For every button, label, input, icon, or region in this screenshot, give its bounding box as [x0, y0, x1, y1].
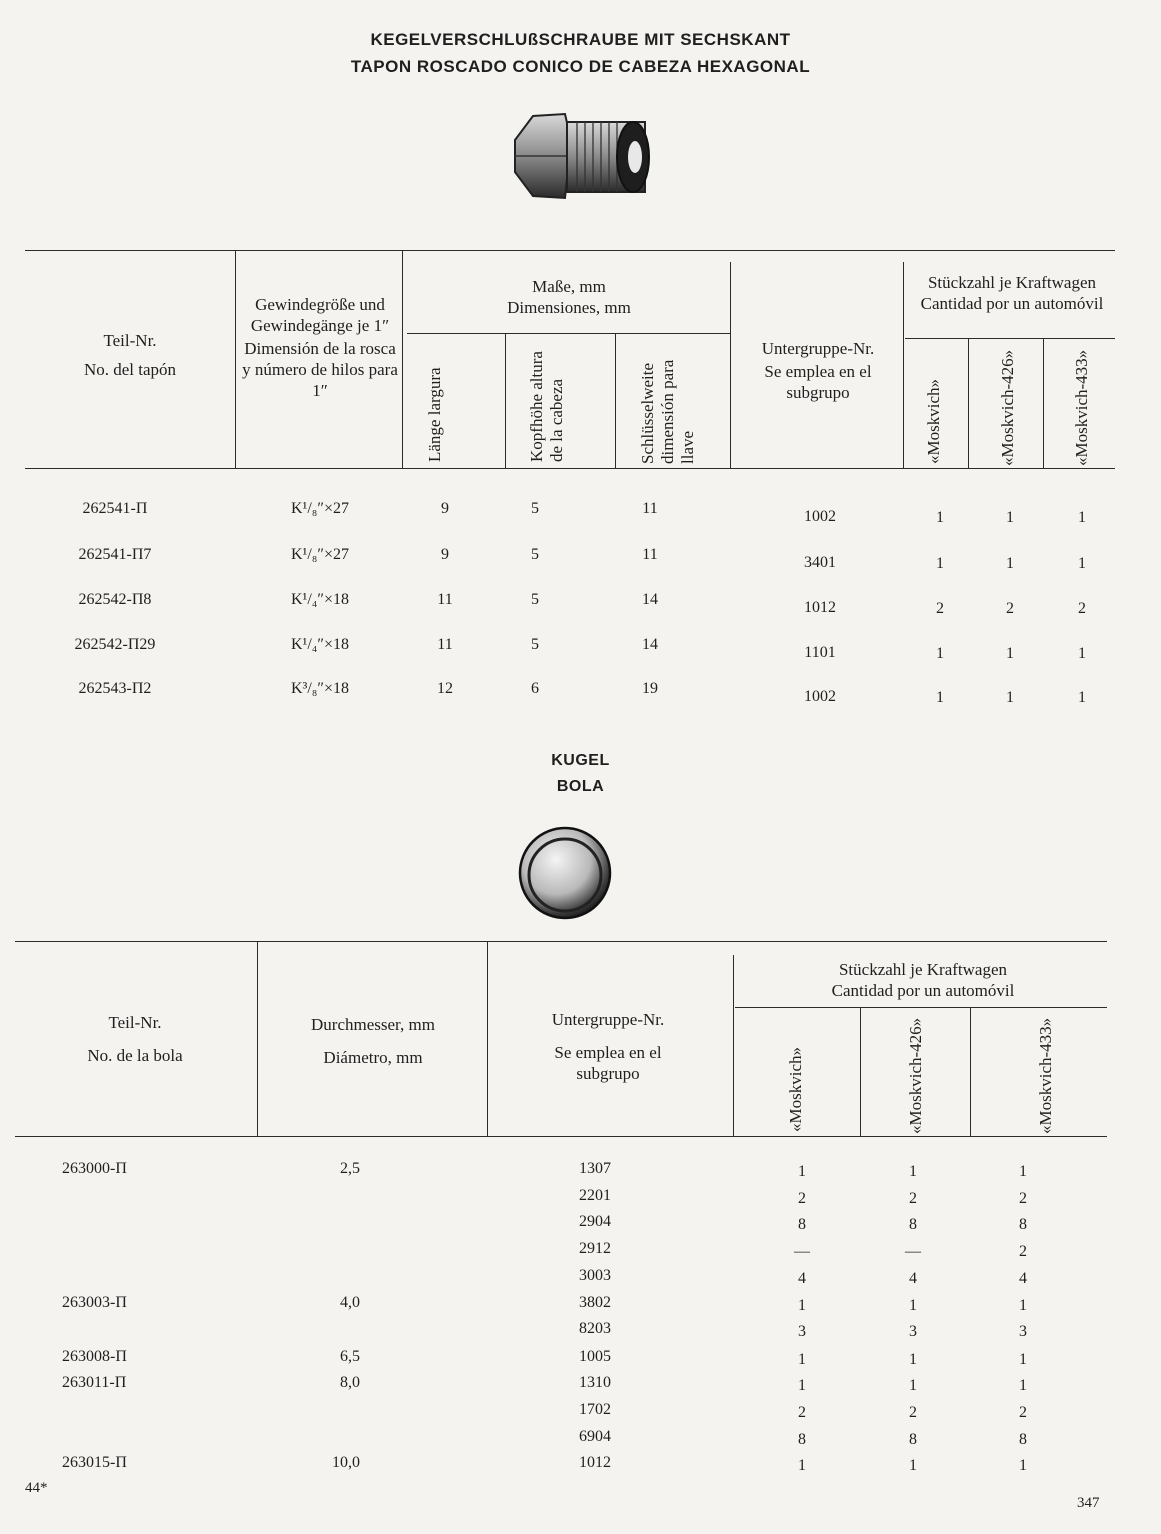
- table2-header-rule: [15, 1136, 1107, 1137]
- hex-plug-illustration: [505, 100, 665, 220]
- cell-moskvich-426: 1: [909, 1163, 917, 1180]
- header-teil-es: No. del tapón: [83, 360, 177, 379]
- cell-gewinde: K¹/₈″×27: [290, 546, 350, 563]
- cell-moskvich: 1: [798, 1297, 806, 1314]
- table1-header-untergruppe: [735, 338, 901, 403]
- ball-illustration: [515, 823, 615, 923]
- cell-moskvich-426: 1: [909, 1377, 917, 1394]
- cell-moskvich-426: 1: [1006, 645, 1014, 662]
- cell-untergruppe: 2904: [579, 1213, 611, 1230]
- cell-untergruppe: 1002: [804, 508, 836, 525]
- cell-kopfhoehe: 5: [531, 591, 539, 608]
- cell-laenge: 9: [441, 546, 449, 563]
- cell-teil-nr: 262542-П8: [78, 591, 152, 608]
- table2-divider: [970, 1007, 971, 1136]
- cell-moskvich: 8: [798, 1431, 806, 1448]
- cell-moskvich: 4: [798, 1270, 806, 1287]
- header-untergruppe-de: Untergruppe-Nr.: [761, 339, 875, 358]
- table1-masse-subrule: [407, 333, 730, 334]
- cell-untergruppe: 1310: [579, 1374, 611, 1391]
- cell-teil-nr: 263000-П: [62, 1160, 127, 1177]
- cell-gewinde: K¹/₄″×18: [290, 636, 350, 653]
- cell-moskvich-433: 1: [1019, 1377, 1027, 1394]
- cell-untergruppe: 3401: [804, 554, 836, 571]
- cell-durchmesser: 8,0: [340, 1374, 360, 1391]
- cell-moskvich-426: 2: [909, 1190, 917, 1207]
- cell-durchmesser: 6,5: [340, 1348, 360, 1365]
- table1-stueck-subrule: [905, 338, 1115, 339]
- cell-untergruppe: 6904: [579, 1428, 611, 1445]
- table2-stueck-subrule: [735, 1007, 1107, 1008]
- table1-divider: [505, 333, 506, 468]
- cell-moskvich-426: 1: [1006, 555, 1014, 572]
- table1-divider: [968, 338, 969, 468]
- cell-untergruppe: 2912: [579, 1240, 611, 1257]
- table1-divider: [402, 250, 403, 468]
- cell-moskvich-433: 1: [1019, 1297, 1027, 1314]
- header-durchmesser-es: Diámetro, mm: [323, 1048, 423, 1067]
- header-untergruppe-es: Se emplea en el subgrupo: [554, 1043, 662, 1083]
- cell-gewinde: K¹/₄″×18: [290, 591, 350, 608]
- title-line-1: KEGELVERSCHLUßSCHRAUBE MIT SECHSKANT: [370, 30, 791, 49]
- cell-schluesselweite: 11: [642, 500, 658, 517]
- table2-top-rule: [15, 941, 1107, 942]
- header-moskvich: «Moskvich»: [786, 1047, 805, 1132]
- cell-moskvich-433: 8: [1019, 1216, 1027, 1233]
- table1-header-teil: [30, 330, 230, 380]
- cell-moskvich-433: 2: [1019, 1190, 1027, 1207]
- cell-moskvich-433: 1: [1078, 689, 1086, 706]
- header-moskvich: «Moskvich»: [924, 379, 943, 464]
- table1-header-rule: [25, 468, 1115, 469]
- cell-kopfhoehe: 6: [531, 680, 539, 697]
- header-masse-de: Maße, mm: [532, 277, 606, 296]
- cell-untergruppe: 1012: [804, 599, 836, 616]
- cell-moskvich: 1: [798, 1351, 806, 1368]
- table2-divider: [733, 955, 734, 1136]
- cell-durchmesser: 4,0: [340, 1294, 360, 1311]
- page-number: 347: [1077, 1495, 1100, 1511]
- cell-laenge: 11: [437, 591, 453, 608]
- cell-moskvich: 1: [936, 555, 944, 572]
- cell-moskvich-426: 1: [1006, 689, 1014, 706]
- cell-untergruppe: 1307: [579, 1160, 611, 1177]
- cell-moskvich-426: 1: [909, 1457, 917, 1474]
- cell-moskvich-426: 3: [909, 1323, 917, 1340]
- cell-moskvich-433: 2: [1078, 600, 1086, 617]
- cell-schluesselweite: 14: [642, 591, 658, 608]
- cell-teil-nr: 263003-П: [62, 1294, 127, 1311]
- table1-header-masse: [410, 276, 728, 318]
- cell-moskvich-433: 2: [1019, 1243, 1027, 1260]
- header-gewinde-es: Dimensión de la rosca y número de hilos para 1″: [242, 339, 398, 400]
- table2-header-teil: [30, 1012, 240, 1066]
- table1-divider: [235, 250, 236, 468]
- cell-teil-nr: 262542-П29: [74, 636, 156, 653]
- cell-moskvich: 1: [936, 645, 944, 662]
- table1-top-rule: [25, 250, 1115, 251]
- cell-moskvich-426: —: [905, 1243, 921, 1260]
- header-teil-es: No. de la bola: [87, 1046, 183, 1065]
- cell-moskvich: 3: [798, 1323, 806, 1340]
- cell-untergruppe: 1005: [579, 1348, 611, 1365]
- cell-moskvich-433: 1: [1078, 509, 1086, 526]
- cell-laenge: 11: [437, 636, 453, 653]
- cell-moskvich-433: 3: [1019, 1323, 1027, 1340]
- cell-moskvich: —: [794, 1243, 810, 1260]
- cell-moskvich: 1: [798, 1457, 806, 1474]
- table2-header-stueckzahl: [740, 959, 1106, 1001]
- cell-durchmesser: 10,0: [332, 1454, 360, 1471]
- cell-untergruppe: 3003: [579, 1267, 611, 1284]
- cell-gewinde: K¹/₈″×27: [290, 500, 350, 517]
- cell-teil-nr: 262541-П: [82, 500, 148, 517]
- header-kopfhoehe: Kopfhöhe altura de la cabeza: [527, 351, 566, 462]
- cell-laenge: 9: [441, 500, 449, 517]
- cell-schluesselweite: 11: [642, 546, 658, 563]
- cell-moskvich-433: 1: [1019, 1163, 1027, 1180]
- table1-divider: [730, 262, 731, 468]
- cell-kopfhoehe: 5: [531, 500, 539, 517]
- table1-divider: [615, 333, 616, 468]
- cell-moskvich-426: 8: [909, 1431, 917, 1448]
- table2-header-durchmesser: [262, 1014, 484, 1068]
- table1-divider: [903, 262, 904, 468]
- cell-moskvich: 1: [798, 1377, 806, 1394]
- cell-moskvich-433: 4: [1019, 1270, 1027, 1287]
- cell-teil-nr: 263015-П: [62, 1454, 127, 1471]
- cell-moskvich: 1: [798, 1163, 806, 1180]
- header-moskvich-426: «Moskvich-426»: [998, 349, 1017, 466]
- cell-teil-nr: 263011-П: [62, 1374, 127, 1391]
- cell-moskvich: 1: [936, 689, 944, 706]
- header-teil-de: Teil-Nr.: [108, 1013, 162, 1032]
- cell-moskvich: 8: [798, 1216, 806, 1233]
- table2-header-untergruppe: [522, 1009, 694, 1084]
- cell-gewinde: K³/₈″×18: [290, 680, 350, 697]
- cell-moskvich-426: 1: [1006, 509, 1014, 526]
- header-masse-es: Dimensiones, mm: [507, 298, 631, 317]
- cell-untergruppe: 1002: [804, 688, 836, 705]
- cell-teil-nr: 262543-П2: [78, 680, 152, 697]
- header-laenge: Länge largura: [425, 367, 444, 462]
- cell-moskvich-426: 2: [1006, 600, 1014, 617]
- cell-teil-nr: 262541-П7: [78, 546, 152, 563]
- cell-moskvich-433: 2: [1019, 1404, 1027, 1421]
- cell-durchmesser: 2,5: [340, 1160, 360, 1177]
- cell-moskvich: 2: [798, 1190, 806, 1207]
- header-moskvich-426: «Moskvich-426»: [906, 1017, 925, 1134]
- table2-divider: [860, 1007, 861, 1136]
- header-stueckzahl-es: Cantidad por un automóvil: [920, 294, 1104, 313]
- header-stueckzahl-de: Stückzahl je Kraftwagen: [927, 273, 1097, 292]
- cell-kopfhoehe: 5: [531, 636, 539, 653]
- cell-moskvich-426: 1: [909, 1297, 917, 1314]
- header-schluesselweite: Schlüsselweite dimensión para llave: [638, 359, 697, 464]
- cell-moskvich-433: 8: [1019, 1431, 1027, 1448]
- header-durchmesser-de: Durchmesser, mm: [311, 1015, 435, 1034]
- title-line-2: TAPON ROSCADO CONICO DE CABEZA HEXAGONAL: [350, 57, 811, 76]
- cell-untergruppe: 1012: [579, 1454, 611, 1471]
- header-moskvich-433: «Moskvich-433»: [1036, 1017, 1055, 1134]
- table2-divider: [487, 941, 488, 1136]
- cell-untergruppe: 3802: [579, 1294, 611, 1311]
- header-stueckzahl-es: Cantidad por un automóvil: [831, 981, 1015, 1000]
- cell-untergruppe: 2201: [579, 1187, 611, 1204]
- cell-moskvich-426: 2: [909, 1404, 917, 1421]
- cell-kopfhoehe: 5: [531, 546, 539, 563]
- header-untergruppe-de: Untergruppe-Nr.: [551, 1010, 665, 1029]
- table2-divider: [257, 941, 258, 1136]
- cell-moskvich-433: 1: [1078, 555, 1086, 572]
- table1-header-gewinde: [240, 294, 400, 401]
- cell-moskvich-426: 4: [909, 1270, 917, 1287]
- cell-laenge: 12: [437, 680, 453, 697]
- cell-untergruppe: 8203: [579, 1320, 611, 1337]
- cell-schluesselweite: 19: [642, 680, 658, 697]
- header-untergruppe-es: Se emplea en el subgrupo: [764, 362, 872, 402]
- header-gewinde-de: Gewindegröße und Gewindegänge je 1″: [250, 295, 390, 335]
- cell-moskvich-426: 8: [909, 1216, 917, 1233]
- cell-moskvich: 2: [936, 600, 944, 617]
- header-teil-de: Teil-Nr.: [103, 331, 157, 350]
- cell-moskvich-433: 1: [1078, 645, 1086, 662]
- cell-moskvich: 1: [936, 509, 944, 526]
- cell-schluesselweite: 14: [642, 636, 658, 653]
- cell-moskvich-433: 1: [1019, 1351, 1027, 1368]
- cell-untergruppe: 1101: [804, 644, 836, 661]
- table1-header-stueckzahl: [905, 272, 1119, 314]
- cell-moskvich-426: 1: [909, 1351, 917, 1368]
- footer-left-mark: 44*: [25, 1480, 48, 1496]
- cell-teil-nr: 263008-П: [62, 1348, 127, 1365]
- header-stueckzahl-de: Stückzahl je Kraftwagen: [838, 960, 1008, 979]
- section2-heading-1: KUGEL: [551, 752, 610, 769]
- cell-untergruppe: 1702: [579, 1401, 611, 1418]
- cell-moskvich-433: 1: [1019, 1457, 1027, 1474]
- header-moskvich-433: «Moskvich-433»: [1072, 349, 1091, 466]
- table1-divider: [1043, 338, 1044, 468]
- cell-moskvich: 2: [798, 1404, 806, 1421]
- section2-heading-2: BOLA: [556, 778, 605, 795]
